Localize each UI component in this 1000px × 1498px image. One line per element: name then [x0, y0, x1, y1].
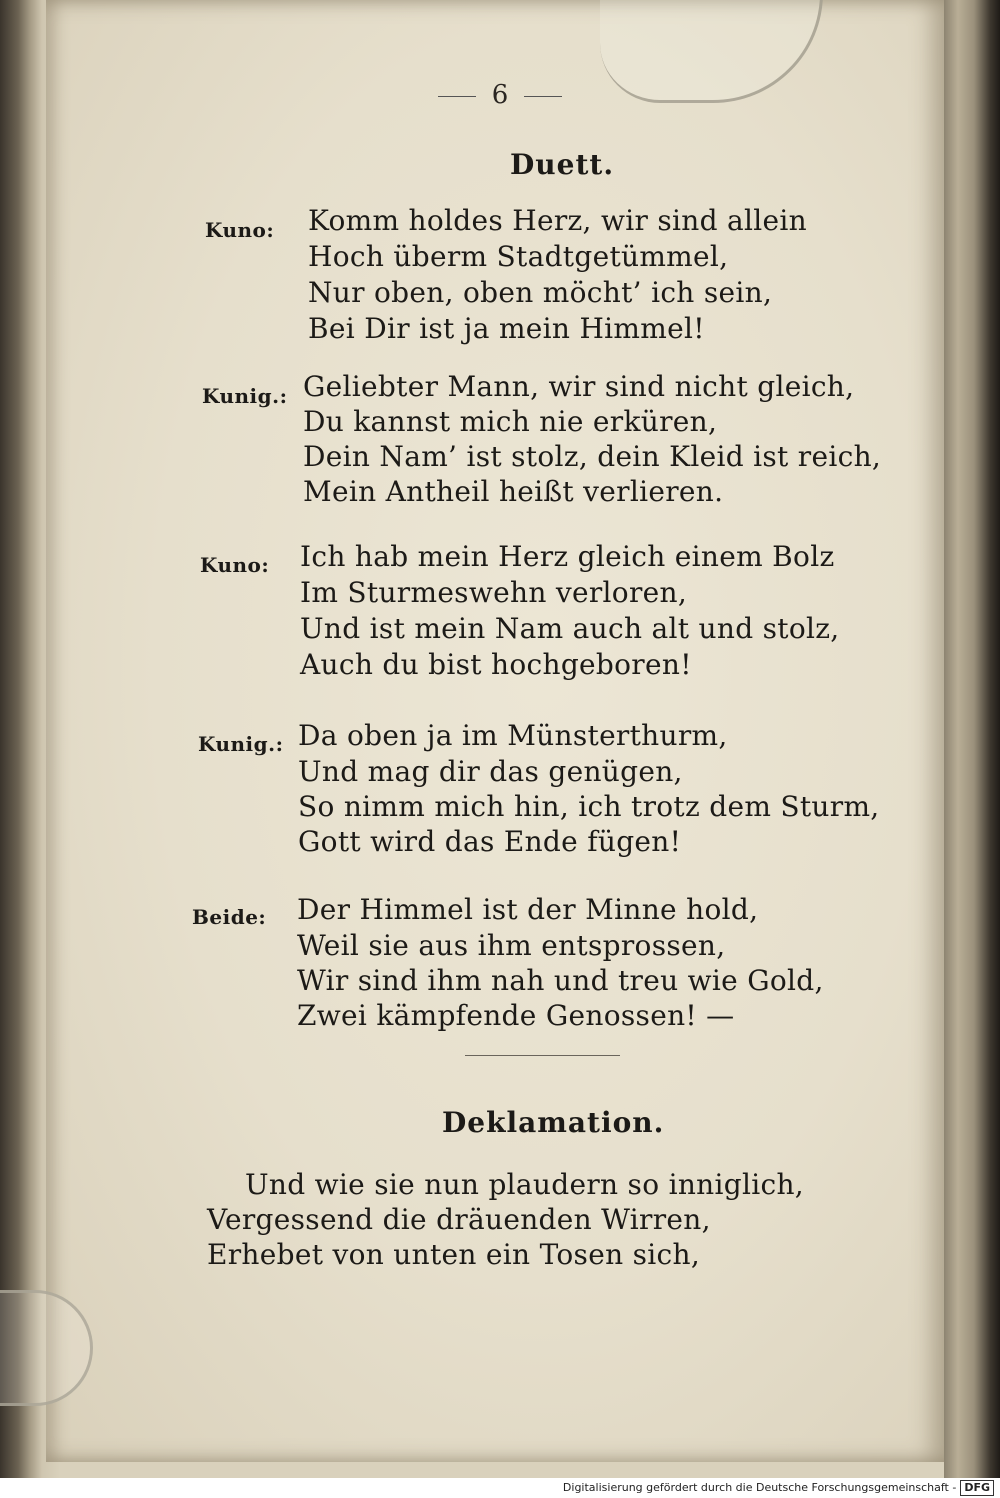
book-edge — [944, 0, 1000, 1478]
verse-line: Und wie sie nun plaudern so inniglich, — [245, 1168, 805, 1201]
verse-line: Du kannst mich nie erküren, — [303, 405, 718, 438]
verse-line: Hoch überm Stadtgetümmel, — [308, 240, 729, 273]
verse-line: Gott wird das Ende fügen! — [298, 825, 682, 858]
verse-line: Im Sturmeswehn verloren, — [300, 576, 688, 609]
footer-text: Digitalisierung gefördert durch die Deutsche Forschungsgemeinschaft - — [562, 1481, 957, 1494]
verse-line: Komm holdes Herz, wir sind allein — [308, 204, 808, 237]
verse-line: Ich hab mein Herz gleich einem Bolz — [300, 540, 835, 573]
verse-line: Mein Antheil heißt verlieren. — [303, 475, 724, 508]
speaker-label: Kunig.: — [198, 732, 284, 756]
speaker-label: Kunig.: — [202, 384, 288, 408]
verse-line: Wir sind ihm nah und treu wie Gold, — [297, 964, 824, 997]
verse-line: Auch du bist hochgeboren! — [300, 648, 692, 681]
heading-duett: Duett. — [510, 148, 615, 181]
page-number-value: 6 — [491, 80, 509, 110]
verse-line: So nimm mich hin, ich trotz dem Sturm, — [298, 790, 880, 823]
verse-line: Nur oben, oben möcht’ ich sein, — [308, 276, 773, 309]
heading-deklamation: Deklamation. — [442, 1106, 665, 1139]
verse-line: Weil sie aus ihm entsprossen, — [297, 929, 726, 962]
verse-line: Vergessend die dräuenden Wirren, — [207, 1203, 711, 1236]
verse-line: Da oben ja im Münsterthurm, — [298, 719, 728, 752]
verse-line: Und ist mein Nam auch alt und stolz, — [300, 612, 840, 645]
speaker-label: Kuno: — [200, 553, 270, 577]
verse-line: Zwei kämpfende Genossen! — — [297, 999, 735, 1032]
verse-line: Bei Dir ist ja mein Himmel! — [308, 312, 705, 345]
verse-line: Der Himmel ist der Minne hold, — [297, 893, 759, 926]
digitization-footer — [0, 1478, 1000, 1498]
section-divider — [465, 1055, 620, 1056]
speaker-label: Kuno: — [205, 218, 275, 242]
speaker-label: Beide: — [192, 905, 267, 929]
page-number — [0, 80, 1000, 110]
dfg-logo: DFG — [960, 1480, 994, 1496]
verse-line: Erhebet von unten ein Tosen sich, — [207, 1238, 701, 1271]
dash-right — [524, 96, 562, 97]
verse-line: Und mag dir das genügen, — [298, 755, 683, 788]
verse-line: Geliebter Mann, wir sind nicht gleich, — [303, 370, 855, 403]
dash-left — [438, 96, 476, 97]
verse-line: Dein Nam’ ist stolz, dein Kleid ist reich, — [303, 440, 882, 473]
